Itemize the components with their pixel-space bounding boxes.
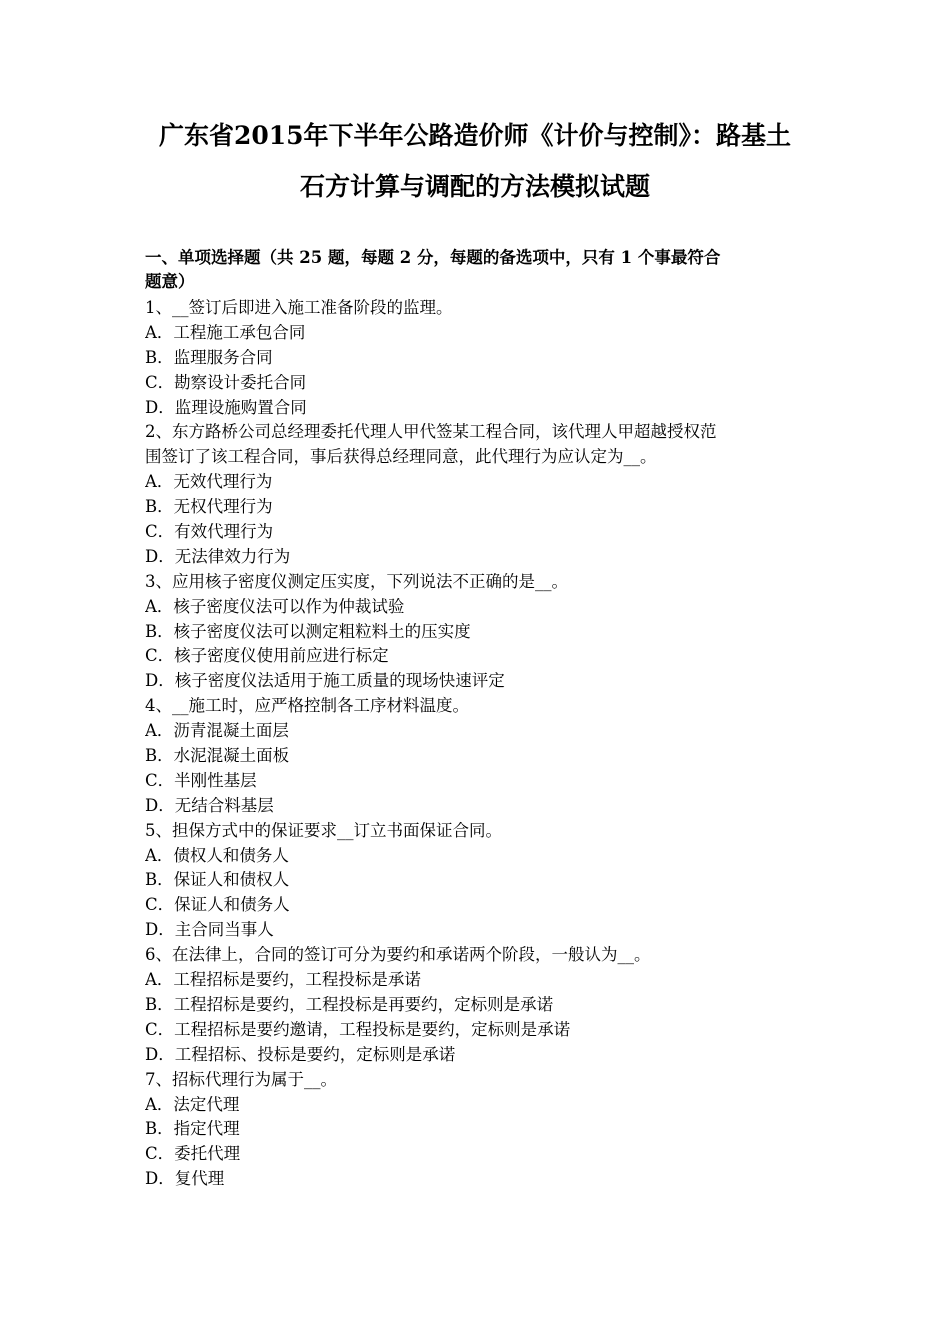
answer-option: D．监理设施购置合同 <box>145 397 307 417</box>
answer-option: A．沥青混凝土面层 <box>145 721 289 741</box>
answer-option: B．保证人和债权人 <box>145 870 290 890</box>
answer-option: C．半刚性基层 <box>145 770 257 790</box>
answer-option: B．监理服务合同 <box>145 347 273 367</box>
answer-option: C．有效代理行为 <box>145 522 274 542</box>
section-heading-line-2: 题意） <box>145 272 195 291</box>
answer-option: B．水泥混凝土面板 <box>145 746 290 766</box>
question-1 <box>145 296 810 420</box>
section-heading-line-1: 一、单项选择题（共 25 题，每题 2 分，每题的备选项中，只有 1 个事最符合 <box>145 248 721 267</box>
answer-option: C．核子密度仪使用前应进行标定 <box>145 646 389 666</box>
document-title-line-2: 石方计算与调配的方法模拟试题 <box>299 172 650 201</box>
answer-option: A．债权人和债务人 <box>145 845 289 865</box>
answer-option: D．无结合料基层 <box>145 795 274 815</box>
question-5 <box>145 819 810 943</box>
answer-option: C．委托代理 <box>145 1144 241 1164</box>
answer-option: A．核子密度仪法可以作为仲裁试验 <box>145 596 405 616</box>
answer-option: A．无效代理行为 <box>145 472 273 492</box>
answer-option: B．无权代理行为 <box>145 497 273 517</box>
question-stem: 1、__签订后即进入施工准备阶段的监理。 <box>145 298 453 317</box>
answer-option: D．主合同当事人 <box>145 920 274 940</box>
answer-option: B．指定代理 <box>145 1119 240 1139</box>
answer-option: D．复代理 <box>145 1169 225 1189</box>
answer-option: D．无法律效力行为 <box>145 546 291 566</box>
question-list <box>145 296 810 1192</box>
question-stem: 5、担保方式中的保证要求__订立书面保证合同。 <box>145 820 502 840</box>
answer-option: D．工程招标、投标是要约，定标则是承诺 <box>145 1044 456 1064</box>
answer-option: B．核子密度仪法可以测定粗粒料土的压实度 <box>145 621 471 641</box>
answer-option: D．核子密度仪法适用于施工质量的现场快速评定 <box>145 671 505 691</box>
question-stem: 6、在法律上，合同的签订可分为要约和承诺两个阶段，一般认为__。 <box>145 945 651 965</box>
answer-option: B．工程招标是要约，工程投标是再要约，定标则是承诺 <box>145 994 554 1014</box>
question-4 <box>145 694 810 818</box>
question-3 <box>145 570 810 694</box>
question-stem: 2、东方路桥公司总经理委托代理人甲代签某工程合同，该代理人甲超越授权范 <box>145 422 717 442</box>
answer-option: A．工程施工承包合同 <box>145 322 306 342</box>
question-stem: 3、应用核子密度仪测定压实度，下列说法不正确的是__。 <box>145 571 568 591</box>
question-2 <box>145 420 810 569</box>
question-7 <box>145 1068 810 1192</box>
question-6 <box>145 943 810 1067</box>
question-stem: 4、__施工时，应严格控制各工序材料温度。 <box>145 696 469 716</box>
answer-option: C．保证人和债务人 <box>145 895 290 915</box>
question-stem: 7、招标代理行为属于__。 <box>145 1069 337 1089</box>
question-stem: 围签订了该工程合同，事后获得总经理同意，此代理行为应认定为__。 <box>145 447 657 467</box>
answer-option: A．法定代理 <box>145 1094 240 1114</box>
document-title-line-1: 广东省2015年下半年公路造价师《计价与控制》：路基土 <box>158 121 792 150</box>
answer-option: C．勘察设计委托合同 <box>145 372 307 392</box>
section-heading <box>145 246 810 294</box>
answer-option: A．工程招标是要约，工程投标是承诺 <box>145 970 421 990</box>
answer-option: C．工程招标是要约邀请，工程投标是要约，定标则是承诺 <box>145 1019 571 1039</box>
